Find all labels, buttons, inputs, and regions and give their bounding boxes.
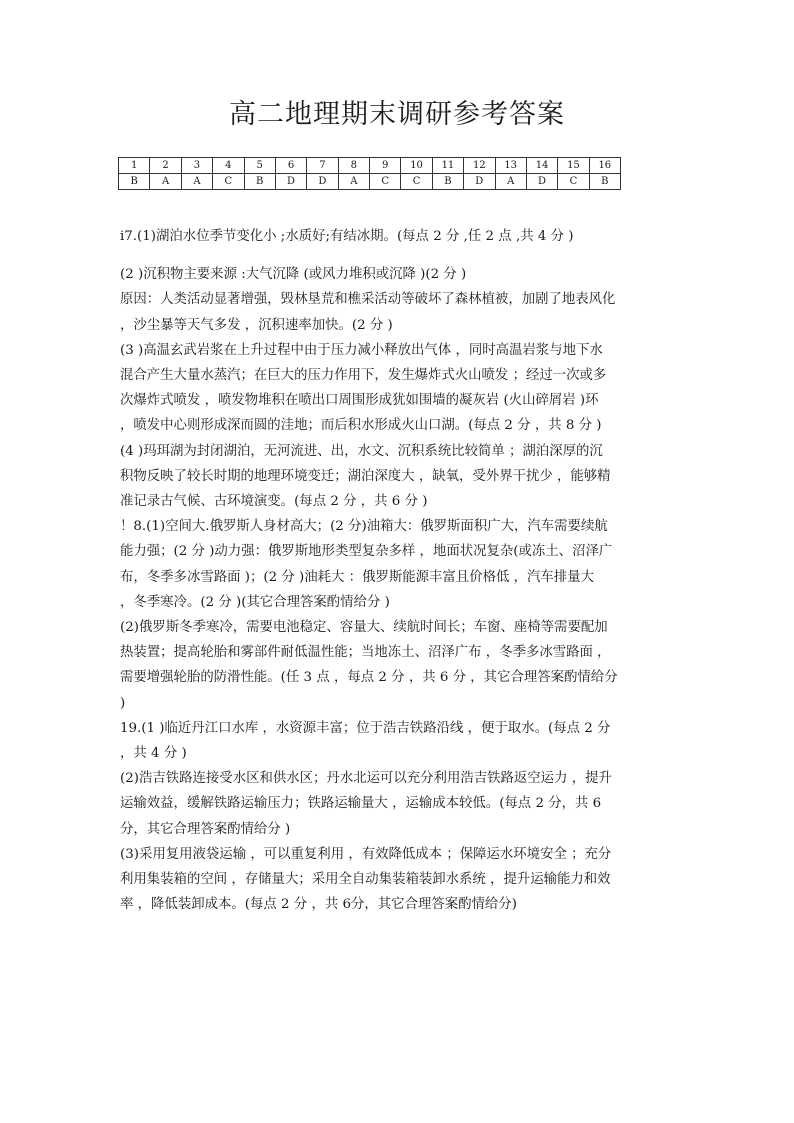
question-number-cell: 15 (558, 158, 589, 174)
answer-table (118, 157, 621, 190)
question-number-cell: 11 (432, 158, 463, 174)
text-line: 次爆炸式喷发 ，喷发物堆积在喷出口周围形成犹如围墙的凝灰岩 (火山碎屑岩 )环 (120, 393, 599, 409)
text-line: 原因：人类活动显著增强，毁林垦荒和樵采活动等破坏了森林植被，加剧了地表风化 (120, 292, 616, 308)
text-line: 积物反映了较长时期的地理环境变迁；湖泊深度大 ，缺氧，受外界干扰少 ，能够精 (120, 468, 611, 484)
text-line: 分，其它合理答案酌情给分 ) (120, 821, 291, 837)
answer-cell: A (495, 174, 526, 190)
answer-cell: C (558, 174, 589, 190)
text-line: ，喷发中心则形成深而圆的洼地；而后积水形成火山口湖。(每点 2 分 ，共 8 分 ) (120, 418, 602, 434)
answer-cell: B (244, 174, 275, 190)
answer-cell: B (119, 174, 150, 190)
text-line: (2)俄罗斯冬季寒冷，需要电池稳定、容量大、续航时间长；车窗、座椅等需要配加 (120, 620, 608, 636)
answer-table-number-row (119, 158, 621, 174)
answer-cell: C (213, 174, 244, 190)
answer-cell: A (181, 174, 212, 190)
text-line: 运输效益，缓解铁路运输压力；铁路运输量大 ，运输成本较低。(每点 2 分，共 6 (120, 796, 602, 812)
answer-body (120, 224, 680, 917)
answer-cell: A (338, 174, 369, 190)
question-number-cell: 12 (464, 158, 495, 174)
question-number-cell: 14 (526, 158, 557, 174)
answer-cell: A (150, 174, 181, 190)
answer-cell: C (370, 174, 401, 190)
question-number-cell: 5 (244, 158, 275, 174)
question-number-cell: 3 (181, 158, 212, 174)
answer-cell: B (589, 174, 620, 190)
text-line: ，沙尘暴等天气多发 ，沉积速率加快。(2 分 ) (120, 317, 393, 333)
text-line: 布，冬季多冰雪路面 )；(2 分 )油耗大 ：俄罗斯能源丰富且价格低 ，汽车排量大 (120, 569, 594, 585)
question-number-cell: 6 (275, 158, 306, 174)
question-number-cell: 13 (495, 158, 526, 174)
question-number-cell: 9 (370, 158, 401, 174)
text-line: 混合产生大量水蒸汽；在巨大的压力作用下，发生爆炸式火山喷发 ；经过一次或多 (120, 368, 607, 384)
answer-cell: D (526, 174, 557, 190)
text-line: 热装置；提高轮胎和雾部件耐低温性能；当地冻土、沼泽广布 ，冬季多冰雪路面 ， (120, 645, 611, 661)
text-line: ，冬季寒冷。(2 分 )(其它合理答案酌情给分 ) (120, 594, 390, 610)
text-line: ) (120, 695, 126, 711)
question-number-cell: 2 (150, 158, 181, 174)
text-line: 需要增强轮胎的防滑性能。(任 3 点 ，每点 2 分 ，共 6 分 ，其它合理答案酌情给分 (120, 670, 618, 686)
text-line: ！8.(1)空间大.俄罗斯人身材高大；(2 分)油箱大：俄罗斯面积广大，汽车需要续航 (120, 519, 608, 535)
text-line: i7.(1)湖泊水位季节变化小 ;水质好;有结冰期。(每点 2 分 ,任 2 点 ,共 4 分 ) (120, 229, 574, 244)
text-line: 准记录古气候、古环境演变。(每点 2 分 ，共 6 分 ) (120, 494, 428, 510)
answer-cell: D (464, 174, 495, 190)
answer-cell: B (432, 174, 463, 190)
question-number-cell: 1 (119, 158, 150, 174)
text-line: ，共 4 分 ) (120, 746, 187, 762)
question-number-cell: 8 (338, 158, 369, 174)
page-title: 高二地理期末调研参考答案 (229, 99, 565, 130)
answer-cell: D (275, 174, 306, 190)
question-number-cell: 10 (401, 158, 432, 174)
question-number-cell: 16 (589, 158, 620, 174)
text-line: 率 ，降低装卸成本。(每点 2 分 ，共 6分，其它合理答案酌情给分) (120, 897, 517, 913)
question-number-cell: 7 (307, 158, 338, 174)
text-line: 利用集装箱的空间 ，存储量大；采用全自动集装箱装卸水系统 ，提升运输能力和效 (120, 872, 611, 888)
text-line: (4 )玛珥湖为封闭湖泊，无河流进、出，水文、沉积系统比较简单 ；湖泊深厚的沉 (120, 443, 603, 459)
answer-cell: D (307, 174, 338, 190)
answer-table-answer-row (119, 174, 621, 190)
answer-cell: C (401, 174, 432, 190)
text-line: (2)浩吉铁路连接受水区和供水区；丹水北运可以充分利用浩吉铁路返空运力 ，提升 (120, 771, 612, 787)
text-line: (3)采用复用液袋运输 ，可以重复利用 ，有效降低成本 ；保障运水环境安全 ；充分 (120, 846, 612, 862)
question-number-cell: 4 (213, 158, 244, 174)
text-line: (3 )高温玄武岩浆在上升过程中由于压力减小释放出气体 ，同时高温岩浆与地下水 (120, 342, 603, 358)
text-line: 能力强；(2 分 )动力强：俄罗斯地形类型复杂多样 ，地面状况复杂(或冻土、沼泽广 (120, 544, 613, 560)
text-line: 19.(1 )临近丹江口水库 ，水资源丰富；位于浩吉铁路沿线 ，便于取水。(每点 2 分 (120, 720, 611, 736)
text-line: (2 )沉积物主要来源 :大气沉降 (或风力堆积或沉降 )(2 分 ) (120, 267, 467, 283)
